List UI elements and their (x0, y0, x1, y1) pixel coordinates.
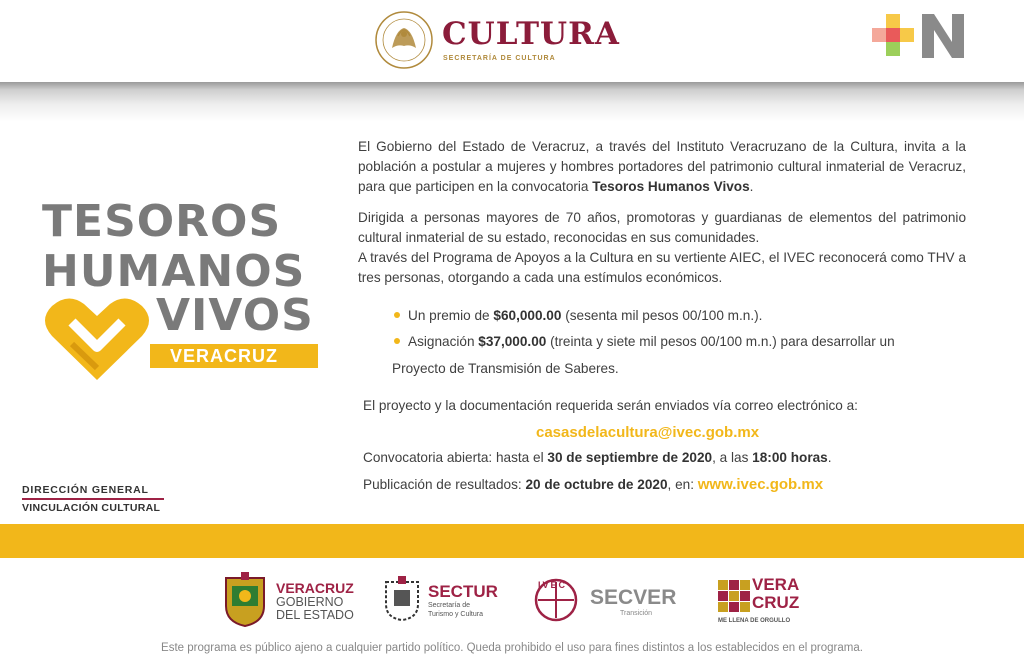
email-link[interactable]: casasdelacultura@ivec.gob.mx (536, 424, 760, 441)
results-pre: Publicación de resultados: (363, 477, 526, 492)
veracruz-gob-l2: GOBIERNO (276, 595, 344, 609)
logo-state: VERACRUZ (170, 346, 279, 366)
award-1-amount: $60,000.00 (493, 308, 562, 323)
mexico-seal-icon (374, 10, 434, 70)
sectur-sub-2: Turismo y Cultura (428, 611, 483, 618)
secver-sub: Transición (620, 610, 653, 617)
results-date: 20 de octubre de 2020 (525, 477, 668, 492)
divider (22, 498, 164, 500)
list-item (392, 332, 972, 352)
secver-title: SECVER (590, 586, 677, 609)
paragraph-intro-text: El Gobierno del Estado de Veracruz, a través del Instituto Veracruzano de la Cultura, invita a la población a postular a mujeres y hombres portadores del patrimonio cultural inmaterial de Veracruz, para que participen en la convocatoria (358, 139, 966, 194)
direccion-general-label (22, 484, 172, 514)
tesoros-humanos-vivos-logo (40, 196, 330, 386)
award-1-post: (sesenta mil pesos 00/100 m.n.). (561, 308, 763, 323)
website-link[interactable]: www.ivec.gob.mx (697, 476, 824, 493)
announcement-body (358, 137, 966, 288)
direccion-line-1: DIRECCIÓN GENERAL (22, 484, 149, 496)
vera-l2: CRUZ (752, 593, 800, 612)
vera-l1: VERA (752, 575, 800, 594)
veracruz-gob-l1: VERACRUZ (276, 580, 354, 596)
plus-n-logo-icon (872, 10, 976, 62)
results-line (363, 476, 823, 493)
award-2-pre: Asignación (408, 334, 479, 349)
veracruz-shield-icon (222, 572, 268, 628)
bullet-icon (394, 338, 400, 344)
program-name: Tesoros Humanos Vivos (592, 179, 750, 194)
email-intro: El proyecto y la documentación requerida serán enviados vía correo electrónico a: (363, 398, 858, 413)
brand-subtitle: SECRETARÍA DE CULTURA (443, 55, 556, 62)
deadline-date: 30 de septiembre de 2020 (547, 450, 713, 465)
sectur-sub-1: Secretaría de (428, 602, 471, 609)
veracruz-gob-l3: DEL ESTADO (276, 608, 354, 622)
veracruz-pattern-icon (718, 580, 750, 612)
awards-list (392, 306, 972, 379)
results-mid: , en: (667, 477, 698, 492)
accent-band (0, 524, 1024, 558)
deadline-pre: Convocatoria abierta: hasta el (363, 450, 548, 465)
sectur-shield-icon (382, 576, 422, 622)
paragraph-program: A través del Programa de Apoyos a la Cultura en su vertiente AIEC, el IVEC reconocerá como THV a tres personas, otorgando a cada una estímulos económicos. (358, 250, 966, 285)
bullet-icon (394, 312, 400, 318)
award-2-amount: $37,000.00 (478, 334, 547, 349)
logo-line-2: HUMANOS (42, 246, 306, 297)
heart-icon (42, 292, 152, 384)
award-1-pre: Un premio de (408, 308, 494, 323)
list-item (392, 306, 972, 326)
deadline-line (363, 450, 832, 465)
header-shadow (0, 82, 1024, 122)
ivec-label: IVEC (538, 580, 568, 590)
deadline-end: . (827, 450, 832, 465)
direccion-line-2: VINCULACIÓN CULTURAL (22, 502, 161, 514)
paragraph-intro-end: . (749, 179, 754, 194)
award-2-post: (treinta y siete mil pesos 00/100 m.n.) para desarrollar un (546, 334, 895, 349)
brand-title: CULTURA (442, 16, 620, 52)
disclaimer: Este programa es público ajeno a cualquier partido político. Queda prohibido el uso para fines distintos a los establecidos en el programa. (161, 642, 863, 654)
footer-logos (0, 558, 1024, 638)
deadline-time: 18:00 horas (752, 450, 828, 465)
award-2-continuation: Proyecto de Transmisión de Saberes. (392, 361, 619, 376)
deadline-mid: , a las (712, 450, 753, 465)
paragraph-intro (358, 137, 966, 197)
sectur-title: SECTUR (428, 582, 498, 601)
vera-tagline: ME LLENA DE ORGULLO (718, 618, 791, 624)
paragraph-eligibility: Dirigida a personas mayores de 70 años, promotoras y guardianas de elementos del patrimonio cultural inmaterial de su estado, reconocidas en sus comunidades. (358, 210, 966, 245)
header (0, 0, 1024, 82)
logo-line-3: VIVOS (156, 290, 314, 341)
logo-line-1: TESOROS (42, 196, 282, 247)
